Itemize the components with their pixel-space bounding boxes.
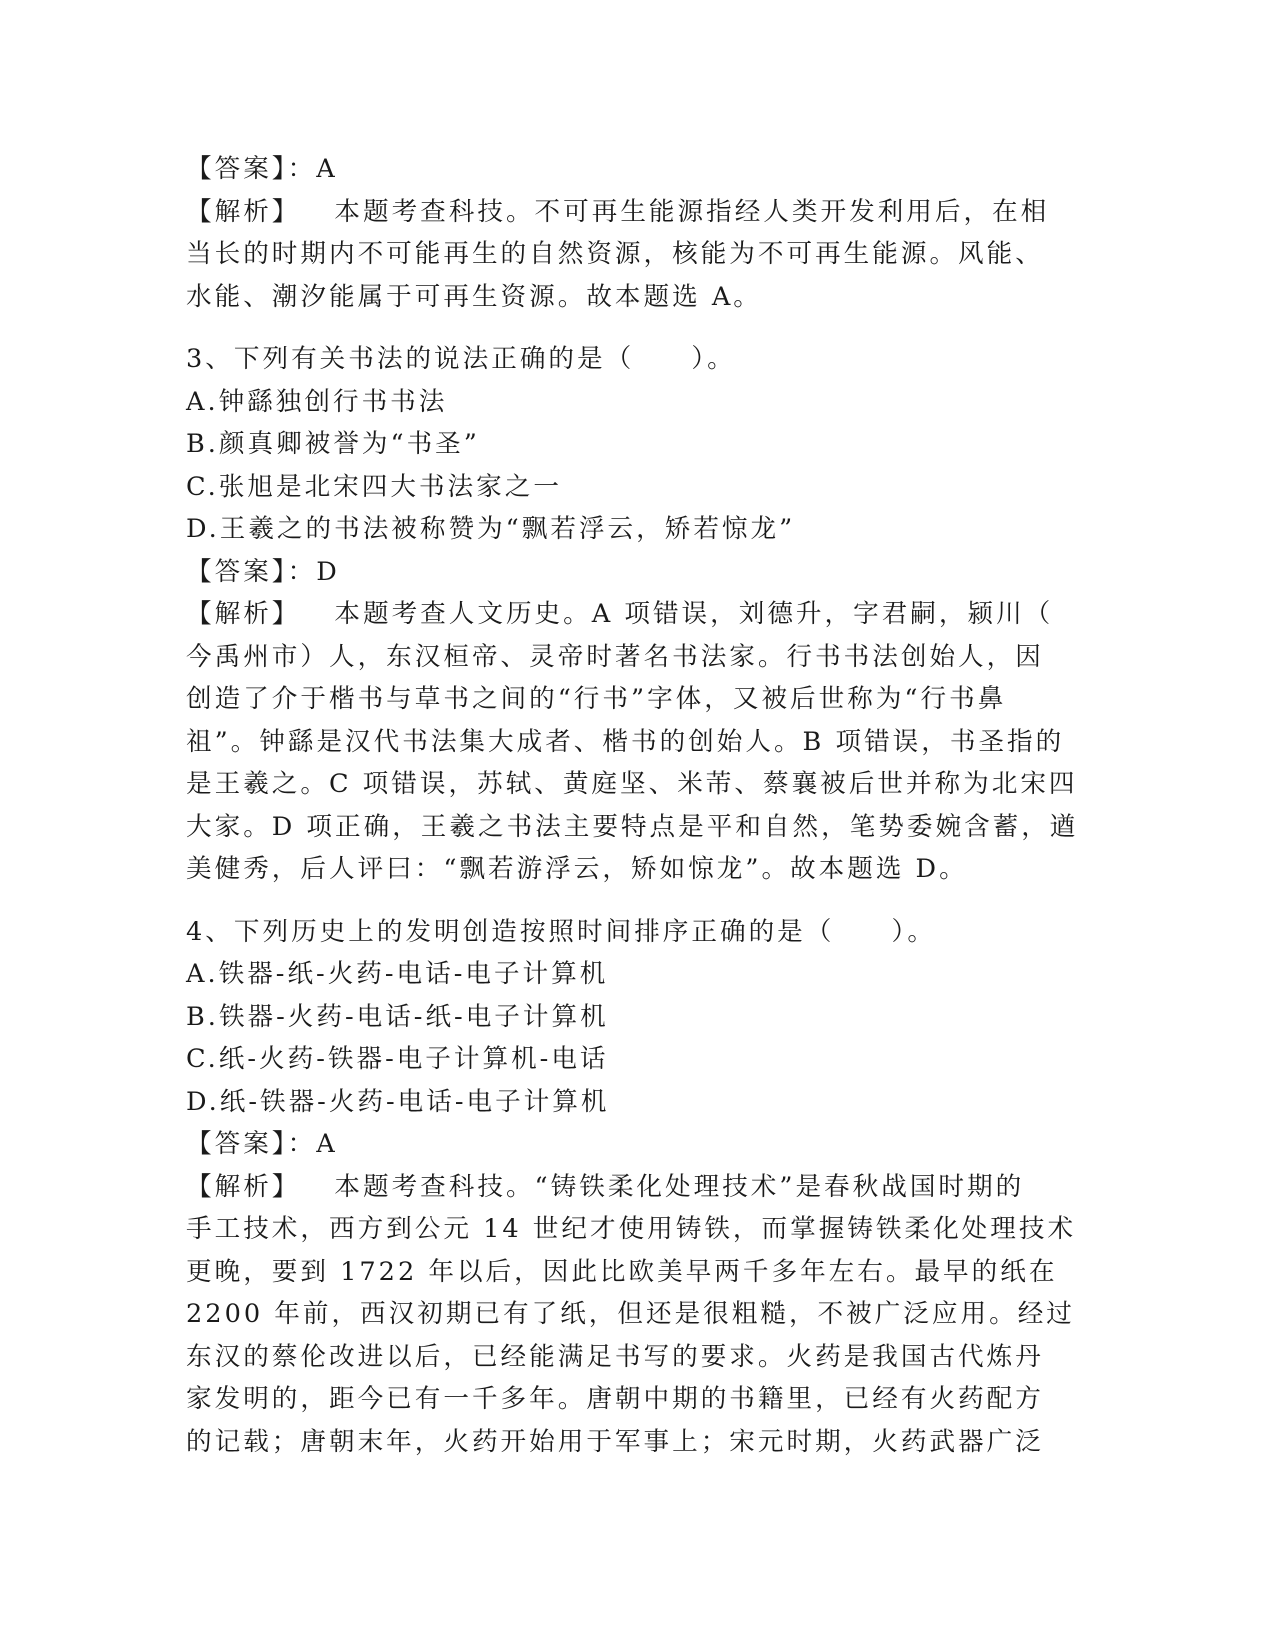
analysis-label: 【解析】 (186, 599, 301, 629)
analysis-text: 本题考查科技。不可再生能源指经人类开发利用后，在相 (334, 196, 1050, 227)
answer-separator: ： (287, 556, 317, 587)
analysis-text: 创造了介于楷书与草书之间的“行书”字体，又被后世称为“行书鼻 (186, 684, 1007, 714)
analysis-text: 手工技术，西方到公元 14 世纪才使用铸铁，而掌握铸铁柔化处理技术 (186, 1214, 1077, 1244)
option-d: D.王羲之的书法被称赞为“飘若浮云，矫若惊龙” (186, 514, 796, 544)
document-page (186, 148, 1081, 1463)
question-4 (186, 911, 1081, 1464)
option-c: C.张旭是北宋四大书法家之一 (186, 471, 562, 502)
answer-label: 【答案】 (186, 1129, 288, 1159)
analysis-text: 更晚，要到 1722 年以后，因此比欧美早两千多年左右。最早的纸在 (186, 1256, 1058, 1287)
answer-line (186, 148, 1081, 191)
analysis-text: 东汉的蔡伦改进以后，已经能满足书写的要求。火药是我国古代炼丹 (186, 1341, 1044, 1372)
analysis-label: 【解析】 (186, 196, 301, 227)
analysis-text: 的记载；唐朝末年，火药开始用于军事上；宋元时期，火药武器广泛 (186, 1426, 1044, 1457)
option-a: A.铁器-纸-火药-电话-电子计算机 (186, 959, 609, 989)
analysis-text: 本题考查科技。“铸铁柔化处理技术”是春秋战国时期的 (334, 1171, 1025, 1202)
answer-separator: ： (287, 1129, 317, 1159)
analysis-label: 【解析】 (186, 1171, 301, 1202)
analysis-text: 祖”。钟繇是汉代书法集大成者、楷书的创始人。B 项错误，书圣指的 (186, 726, 1065, 757)
analysis-text: 家发明的，距今已有一千多年。唐朝中期的书籍里，已经有火药配方 (186, 1384, 1044, 1414)
answer-value: A (316, 1129, 338, 1159)
option-c: C.纸-火药-铁器-电子计算机-电话 (186, 1044, 609, 1074)
option-b: B.颜真卿被誉为“书圣” (186, 429, 480, 459)
analysis-line (186, 593, 1081, 636)
option-a: A.钟繇独创行书书法 (186, 386, 448, 417)
analysis-text: 今禹州市）人，东汉桓帝、灵帝时著名书法家。行书书法创始人，因 (186, 641, 1044, 672)
analysis-text: 水能、潮汐能属于可再生资源。故本题选 A。 (186, 281, 762, 312)
answer-line (186, 551, 1081, 594)
analysis-line (186, 1166, 1081, 1209)
question-3 (186, 338, 1081, 891)
option-d: D.纸-铁器-火药-电话-电子计算机 (186, 1086, 610, 1117)
analysis-text: 本题考查人文历史。A 项错误，刘德升，字君嗣，颍川（ (334, 599, 1054, 629)
analysis-text: 当长的时期内不可能再生的自然资源，核能为不可再生能源。风能、 (186, 239, 1044, 269)
answer-label: 【答案】 (186, 154, 288, 184)
question-stem: 3、下列有关书法的说法正确的是（ ）。 (186, 344, 736, 374)
answer-separator: ： (287, 154, 317, 184)
answer-block-1 (186, 148, 1081, 318)
option-b: B.铁器-火药-电话-纸-电子计算机 (186, 1001, 609, 1032)
analysis-text: 是王羲之。C 项错误，苏轼、黄庭坚、米芾、蔡襄被后世并称为北宋四 (186, 769, 1078, 799)
answer-value: A (316, 154, 338, 184)
analysis-line (186, 191, 1081, 234)
question-stem: 4、下列历史上的发明创造按照时间排序正确的是（ ）。 (186, 916, 936, 947)
answer-value: D (316, 556, 340, 587)
analysis-text: 美健秀，后人评曰：“飘若游浮云，矫如惊龙”。故本题选 D。 (186, 854, 968, 884)
answer-line (186, 1123, 1081, 1166)
analysis-text: 2200 年前，西汉初期已有了纸，但还是很粗糙，不被广泛应用。经过 (186, 1299, 1075, 1329)
analysis-text: 大家。D 项正确，王羲之书法主要特点是平和自然，笔势委婉含蓄，遒 (186, 811, 1079, 842)
answer-label: 【答案】 (186, 556, 288, 587)
